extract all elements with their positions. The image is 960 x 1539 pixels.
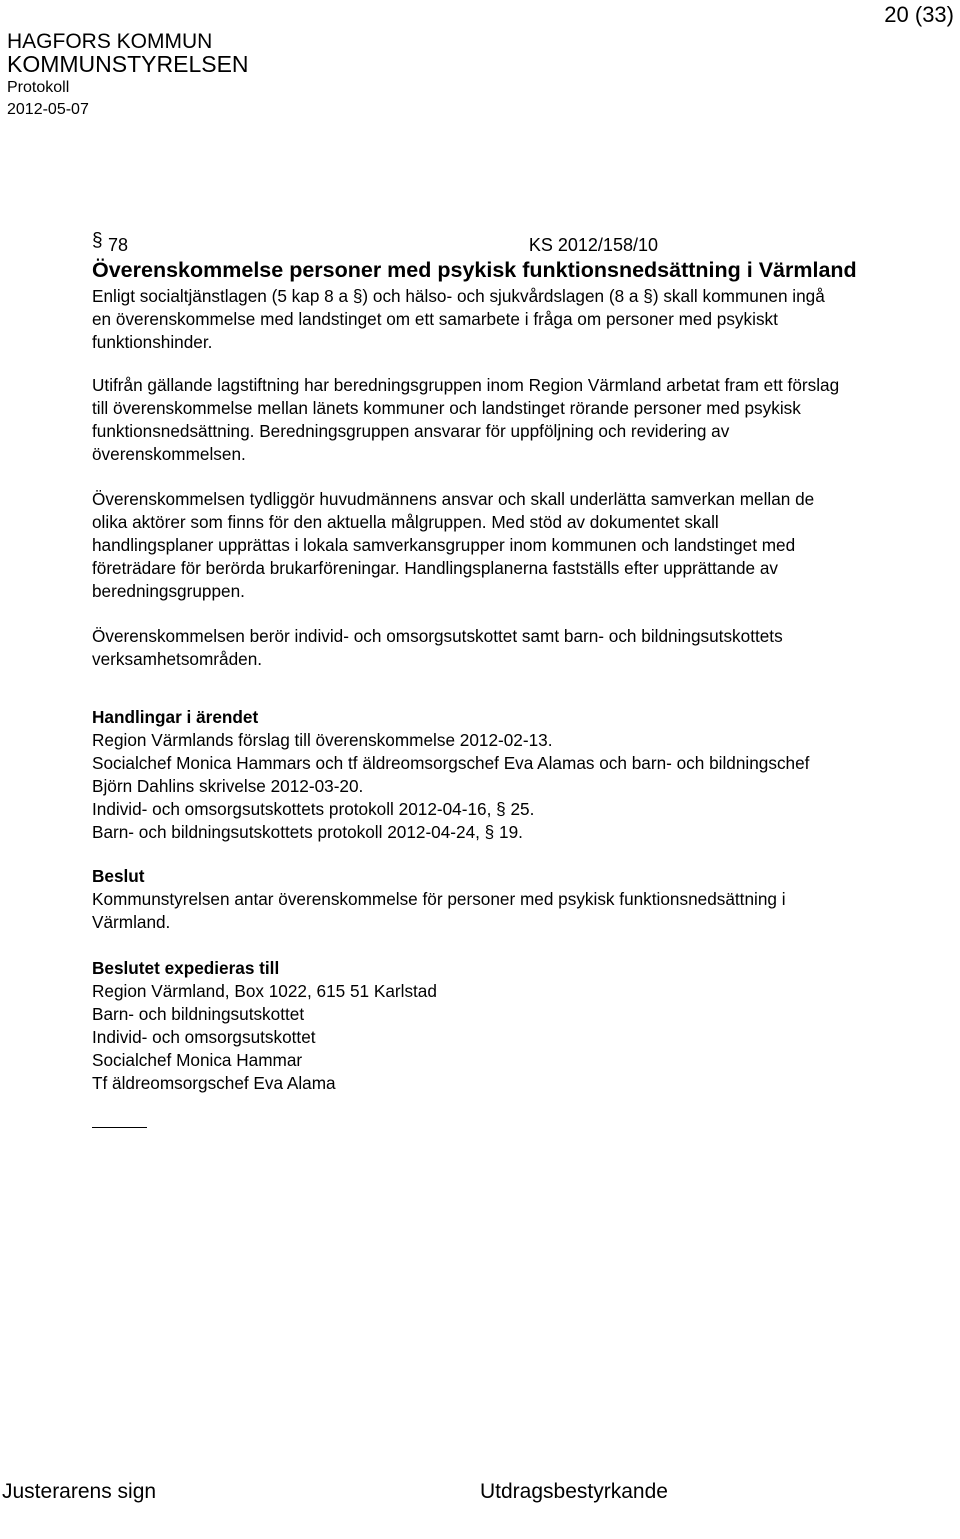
text-line: verksamhetsområden. bbox=[92, 649, 263, 669]
document-line: Björn Dahlins skrivelse 2012-03-20. bbox=[92, 776, 364, 796]
case-number: KS 2012/158/10 bbox=[528, 235, 658, 255]
text-line: Överenskommelsen berör individ- och omsorgsutskottet samt barn- och bildningsutskottets bbox=[92, 626, 783, 646]
documents-section bbox=[92, 706, 954, 844]
scope-paragraph bbox=[92, 625, 954, 671]
recipient-line: Region Värmland, Box 1022, 615 51 Karlstad bbox=[92, 981, 437, 1001]
documents-heading: Handlingar i ärendet bbox=[92, 707, 259, 727]
item-number: 78 bbox=[108, 235, 129, 255]
intro-paragraph bbox=[92, 285, 954, 354]
decision-line: Kommunstyrelsen antar överenskommelse för personer med psykisk funktionsnedsättning i bbox=[92, 889, 786, 909]
footer-divider bbox=[0, 1473, 960, 1474]
document-line: Individ- och omsorgsutskottets protokoll 2012-04-16, § 25. bbox=[92, 799, 535, 819]
document-line: Socialchef Monica Hammars och tf äldreomsorgschef Eva Alamas och barn- och bildningschef bbox=[92, 753, 810, 773]
distribution-heading: Beslutet expedieras till bbox=[92, 958, 280, 978]
recipient-line: Socialchef Monica Hammar bbox=[92, 1050, 303, 1070]
end-of-item-rule bbox=[92, 1127, 147, 1128]
text-line: funktionsnedsättning. Beredningsgruppen ansvarar för uppföljning och revidering av bbox=[92, 421, 730, 441]
item-title: Överenskommelse personer med psykisk funktionsnedsättning i Värmland bbox=[92, 258, 857, 282]
decision-section bbox=[92, 865, 954, 934]
text-line: Utifrån gällande lagstiftning har beredningsgruppen inom Region Värmland arbetat fram ett förslag bbox=[92, 375, 840, 395]
adjuster-sign-label: Justerarens sign bbox=[2, 1480, 157, 1503]
text-line: beredningsgruppen. bbox=[92, 581, 245, 601]
recipient-line: Individ- och omsorgsutskottet bbox=[92, 1027, 316, 1047]
page-number: 20 (33) bbox=[884, 2, 954, 27]
header-organization: HAGFORS KOMMUN bbox=[7, 30, 213, 53]
text-line: Överenskommelsen tydliggör huvudmännens ansvar och skall underlätta samverkan mellan de bbox=[92, 489, 815, 509]
text-line: funktionshinder. bbox=[92, 332, 213, 352]
certified-extract-label: Utdragsbestyrkande bbox=[480, 1480, 668, 1503]
text-line: olika aktörer som finns för den aktuella målgruppen. Med stöd av dokumentet skall bbox=[92, 512, 719, 532]
decision-heading: Beslut bbox=[92, 866, 145, 886]
header-board: KOMMUNSTYRELSEN bbox=[7, 51, 249, 77]
text-line: till överenskommelse mellan länets kommuner och landstinget rörande personer med psykisk bbox=[92, 398, 801, 418]
section-sign: § bbox=[92, 230, 103, 251]
text-line: överenskommelsen. bbox=[92, 444, 246, 464]
background-paragraph bbox=[92, 374, 954, 466]
document-line: Barn- och bildningsutskottets protokoll 2012-04-24, § 19. bbox=[92, 822, 523, 842]
header-date: 2012-05-07 bbox=[7, 101, 89, 118]
recipient-line: Tf äldreomsorgschef Eva Alama bbox=[92, 1073, 336, 1093]
text-line: en överenskommelse med landstinget om ett samarbete i fråga om personer med psykiskt bbox=[92, 309, 778, 329]
text-line: Enligt socialtjänstlagen (5 kap 8 a §) och hälso- och sjukvårdslagen (8 a §) skall kommunen ingå bbox=[92, 286, 825, 306]
distribution-section bbox=[92, 957, 954, 1095]
header-document-type: Protokoll bbox=[7, 79, 70, 96]
decision-line: Värmland. bbox=[92, 912, 171, 932]
text-line: företrädare för berörda brukarföreningar. Handlingsplanerna fastställs efter upprättande av bbox=[92, 558, 778, 578]
text-line: handlingsplaner upprättas i lokala samverkansgrupper inom kommunen och landstinget med bbox=[92, 535, 796, 555]
agreement-paragraph bbox=[92, 488, 954, 603]
document-line: Region Värmlands förslag till överenskommelse 2012-02-13. bbox=[92, 730, 553, 750]
recipient-line: Barn- och bildningsutskottet bbox=[92, 1004, 305, 1024]
item-heading-row bbox=[92, 229, 658, 259]
